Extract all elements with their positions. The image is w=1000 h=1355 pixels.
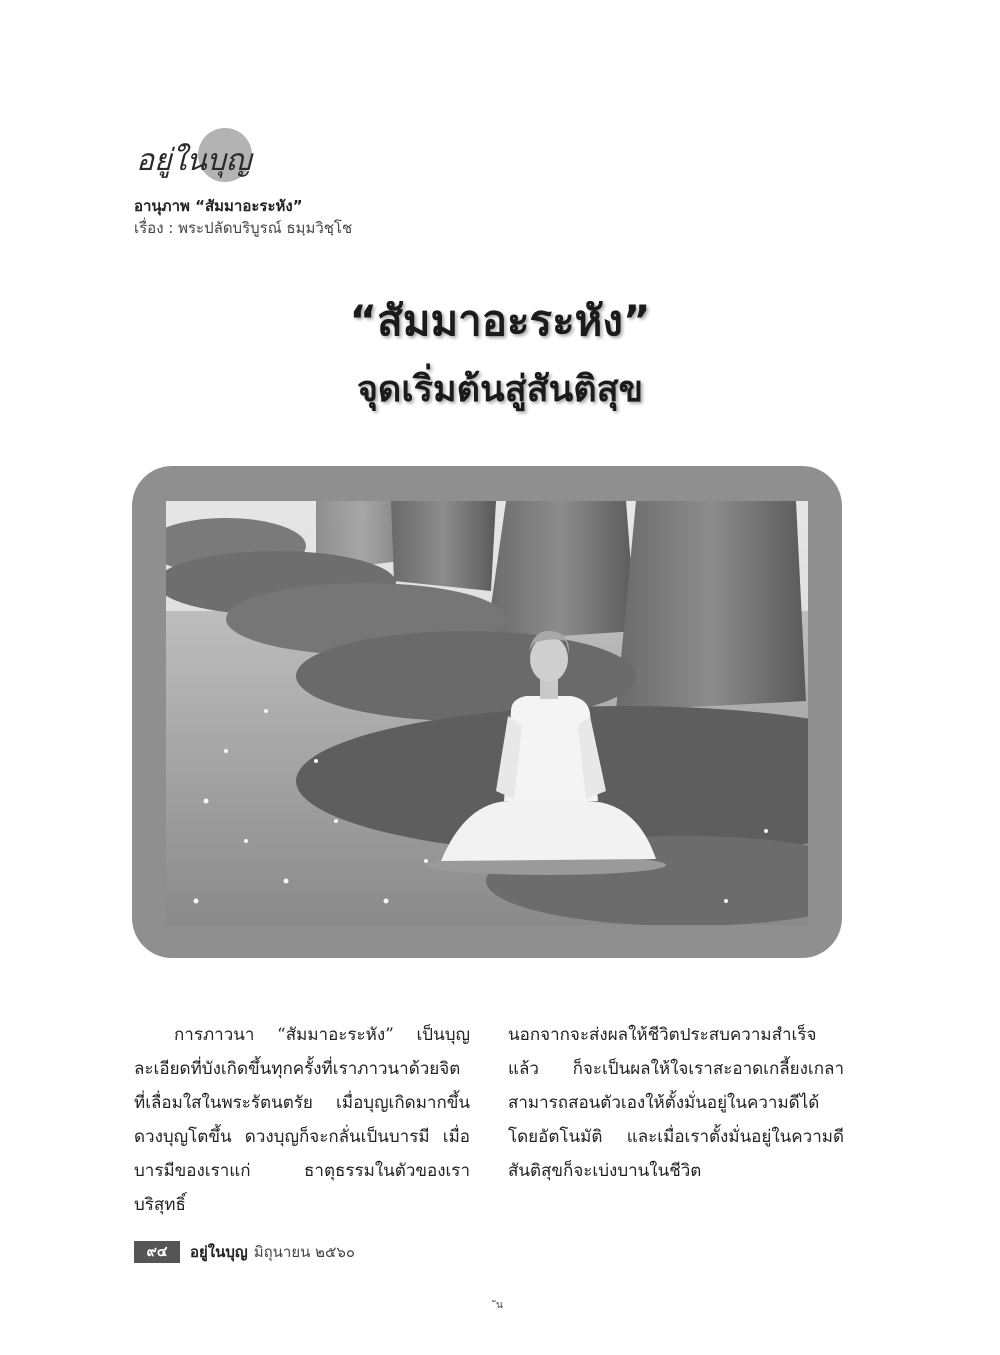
article-column-left: การภาวนา “สัมมาอะระหัง” เป็นบุญละเอียดที่บังเกิดขึ้นทุกครั้งที่เราภาวนาด้วยจิตที่เลื่อมใสในพระรัตนตรัย เมื่อบุญเกิดมากขึ้นดวงบุญโตขึ้น ดวงบุญก็จะกลั่นเป็นบารมี เมื่อบารมีของเราแก่ ธาตุธรรมในตัวของเราบริสุทธิ์ (134, 1025, 470, 1215)
section-subtitle: อานุภาพ “สัมมาอะระหัง” (134, 197, 303, 215)
section-logo-graphic (134, 128, 260, 186)
article-subtitle: จุดเริ่มต้นสู่สันติสุข (356, 369, 644, 410)
article-column-right: นอกจากจะส่งผลให้ชีวิตประสบความสำเร็จแล้ว ก็จะเป็นผลให้ใจเราสะอาดเกลี้ยงเกลาสามารถสอนตัวเองให้ตั้งมั่นอยู่ในความดีได้โดยอัตโนมัติ และเมื่อเราตั้งมั่นอยู่ในความดีสันติสุขก็จะเบ่งบานในชีวิต (508, 1025, 844, 1181)
page-number: ๙๔ (134, 1241, 180, 1263)
meditation-photo (166, 501, 808, 925)
meditation-photo-illustration (166, 501, 808, 925)
section-logo (134, 128, 260, 186)
byline: เรื่อง : พระปลัดบริบูรณ์ ธมฺมวิชฺโช (134, 219, 353, 237)
magazine-name: อยู่ในบุญ (190, 1243, 248, 1261)
page-footer (134, 1240, 355, 1264)
bottom-mark: ัน (496, 1300, 503, 1311)
article-title: “สัมมาอะระหัง” (349, 296, 651, 345)
issue-date: มิถุนายน ๒๕๖๐ (253, 1243, 356, 1261)
section-logo-text: อยู่ในบุญ (136, 143, 252, 178)
